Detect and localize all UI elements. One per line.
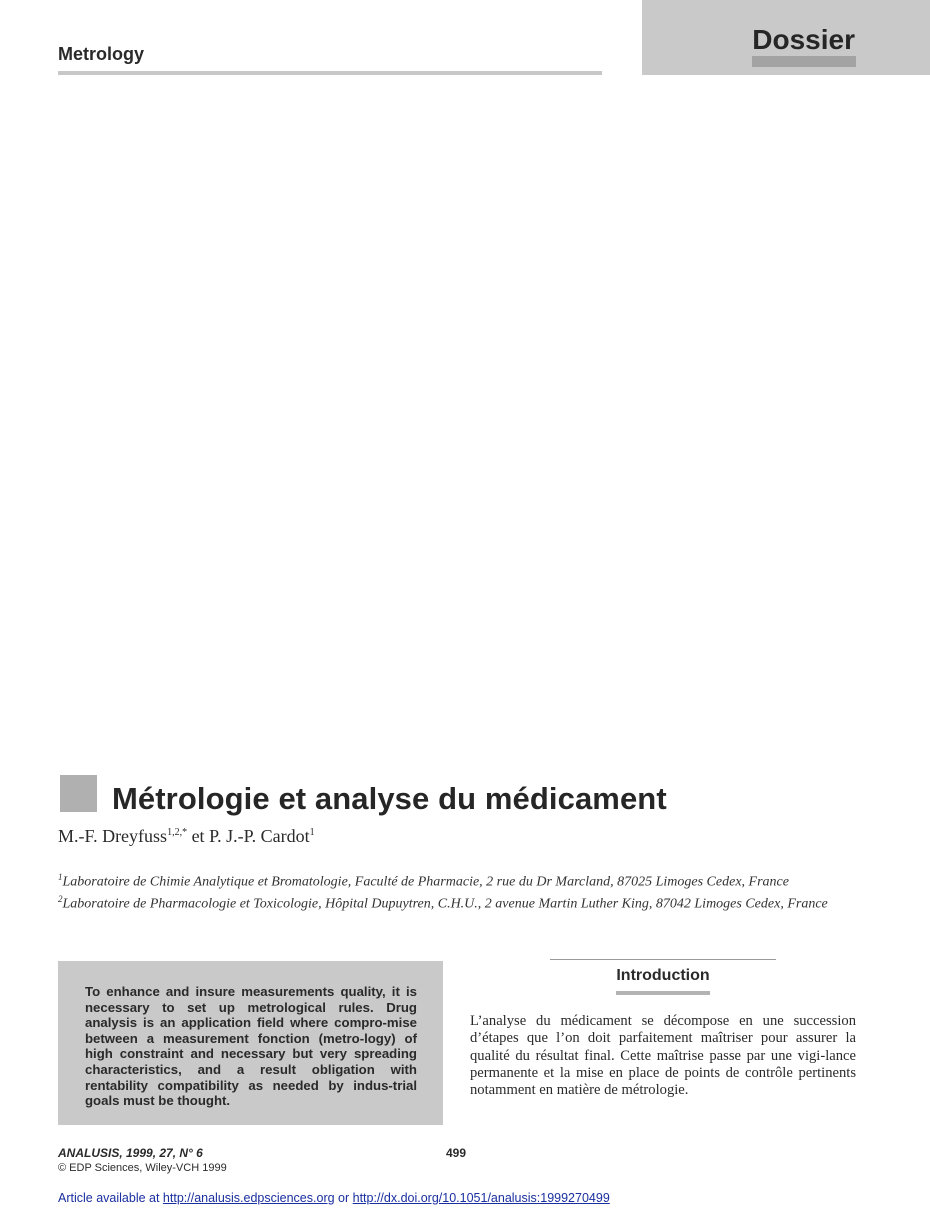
dossier-underline [752,56,856,67]
introduction-heading: Introduction [616,967,710,984]
abstract-text: To enhance and insure measurements quality, it is necessary to set up metrological rules. Drug analysis is an application field where compro-mise between a measurement fonction (metro-logy) of high constraint and necessary but very spreading characteristics, and a result obligation with rentability compatibility as needed by indus-trial goals must be thought. [85,984,417,1109]
section-label: Metrology [58,44,145,64]
author-2: P. J.-P. Cardot [209,826,310,846]
affiliation-2-number: 2 [58,893,63,904]
availability-line [58,1191,610,1205]
author-1: M.-F. Dreyfuss [58,826,168,846]
affiliations [58,869,828,912]
affiliation-1-text: Laboratoire de Chimie Analytique et Bromatologie, Faculté de Pharmacie, 2 rue du Dr Marcland, 87025 Limoges Cedex, France [62,874,789,890]
affiliation-2-text: Laboratoire de Pharmacologie et Toxicologie, Hôpital Dupuytren, C.H.U., 2 avenue Martin Luther King, 87042 Limoges Cedex, France [62,896,828,912]
title-marker [60,775,97,812]
availability-or: or [334,1191,353,1205]
introduction-underline [616,991,710,995]
article-title: Métrologie et analyse du médicament [112,781,667,816]
introduction-text: L’analyse du médicament se décompose en une succession d’étapes que l’on doit parfaitement maîtriser pour assurer la qualité du résultat final. Cette maîtrise passe par une vigi-lance permanente et la mise en place de points de contrôle pertinents notamment en matière de métrologie. [470,1013,856,1099]
availability-prefix: Article available at [58,1191,163,1205]
journal-link[interactable]: http://analusis.edpsciences.org [162,1191,335,1205]
section-rule [58,71,602,75]
page-number: 499 [446,1146,467,1160]
introduction-rule [550,959,776,960]
author-conjunction: et [187,826,210,846]
author-2-affiliation-marks: 1 [309,827,315,838]
authors-line [58,826,315,847]
dossier-label: Dossier [752,24,855,55]
author-1-affiliation-marks: 1,2,* [167,827,188,838]
affiliation-1 [58,869,828,891]
affiliation-2 [58,891,828,913]
affiliation-1-number: 1 [58,872,63,882]
journal-citation: ANALUSIS, 1999, 27, N° 6 [58,1146,203,1160]
doi-link[interactable]: http://dx.doi.org/10.1051/analusis:1999270499 [352,1191,610,1205]
copyright: © EDP Sciences, Wiley-VCH 1999 [58,1162,227,1174]
